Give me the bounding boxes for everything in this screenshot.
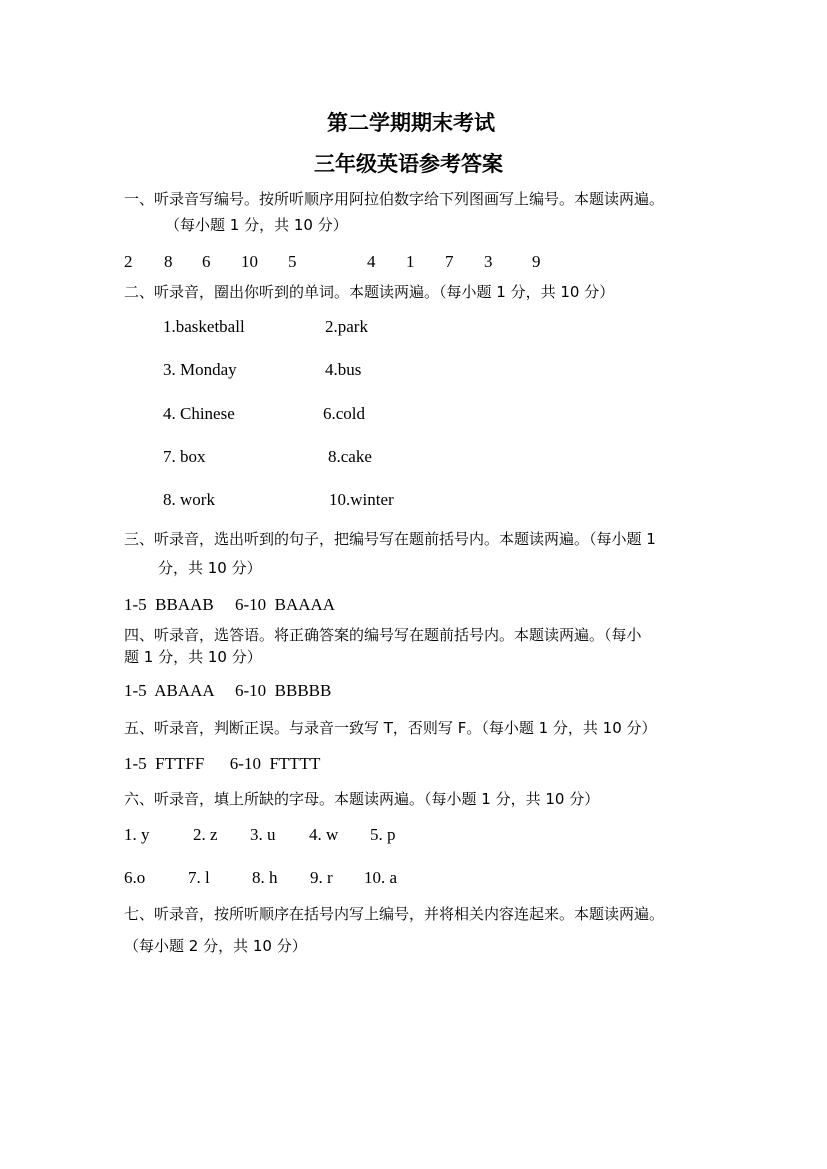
answer-item: 10. a xyxy=(364,868,398,887)
section-4-scoring: 题 1 分，共 10 分） xyxy=(124,648,262,666)
answer-item: 7. box xyxy=(163,447,206,466)
section-1-scoring: （每小题 1 分，共 10 分） xyxy=(165,216,348,234)
answer-item: 4. w xyxy=(309,825,339,844)
section-3-scoring: 分，共 10 分） xyxy=(158,559,262,577)
answer-item: 1 xyxy=(406,252,415,271)
section-5-answer: 1-5 FTTFF 6-10 FTTTT xyxy=(124,754,321,773)
answer-item: 2.park xyxy=(325,317,368,336)
answer-item: 9 xyxy=(532,252,541,271)
answer-item: 3. u xyxy=(250,825,276,844)
page-subtitle: 三年级英语参考答案 xyxy=(314,152,503,176)
answer-item: 6 xyxy=(202,252,211,271)
section-4-answer: 1-5 ABAAA 6-10 BBBBB xyxy=(124,681,332,700)
answer-item: 2 xyxy=(124,252,133,271)
answer-item: 3. Monday xyxy=(163,360,237,379)
answer-item: 1.basketball xyxy=(163,317,245,336)
answer-item: 1. y xyxy=(124,825,150,844)
section-2-instruction: 二、听录音，圈出你听到的单词。本题读两遍。（每小题 1 分，共 10 分） xyxy=(124,283,615,301)
answer-item: 7. l xyxy=(188,868,210,887)
answer-item: 9. r xyxy=(310,868,333,887)
section-7-instruction: 七、听录音，按所听顺序在括号内写上编号，并将相关内容连起来。本题读两遍。 xyxy=(124,905,665,923)
answer-item: 4.bus xyxy=(325,360,362,379)
section-3-instruction: 三、听录音，选出听到的句子，把编号写在题前括号内。本题读两遍。（每小题 1 xyxy=(124,530,656,548)
section-1-instruction: 一、听录音写编号。按所听顺序用阿拉伯数字给下列图画写上编号。本题读两遍。 xyxy=(124,190,665,208)
page-title: 第二学期期末考试 xyxy=(327,111,495,135)
answer-item: 10.winter xyxy=(329,490,394,509)
answer-item: 10 xyxy=(241,252,258,271)
answer-item: 3 xyxy=(484,252,493,271)
section-4-instruction: 四、听录音，选答语。将正确答案的编号写在题前括号内。本题读两遍。（每小 xyxy=(124,626,642,644)
answer-item: 8 xyxy=(164,252,173,271)
answer-item: 4 xyxy=(367,252,376,271)
section-3-answer: 1-5 BBAAB 6-10 BAAAA xyxy=(124,595,336,614)
answer-item: 8. work xyxy=(163,490,215,509)
answer-item: 6.o xyxy=(124,868,146,887)
answer-item: 4. Chinese xyxy=(163,404,235,423)
answer-item: 2. z xyxy=(193,825,218,844)
answer-item: 6.cold xyxy=(323,404,366,423)
answer-item: 8. h xyxy=(252,868,278,887)
section-6-instruction: 六、听录音，填上所缺的字母。本题读两遍。（每小题 1 分，共 10 分） xyxy=(124,790,600,808)
answer-item: 5 xyxy=(288,252,297,271)
section-5-instruction: 五、听录音，判断正误。与录音一致写 T，否则写 F。（每小题 1 分，共 10 分） xyxy=(124,719,657,737)
answer-item: 7 xyxy=(445,252,454,271)
answer-item: 5. p xyxy=(370,825,396,844)
answer-item: 8.cake xyxy=(328,447,372,466)
section-7-scoring: （每小题 2 分，共 10 分） xyxy=(124,937,307,955)
